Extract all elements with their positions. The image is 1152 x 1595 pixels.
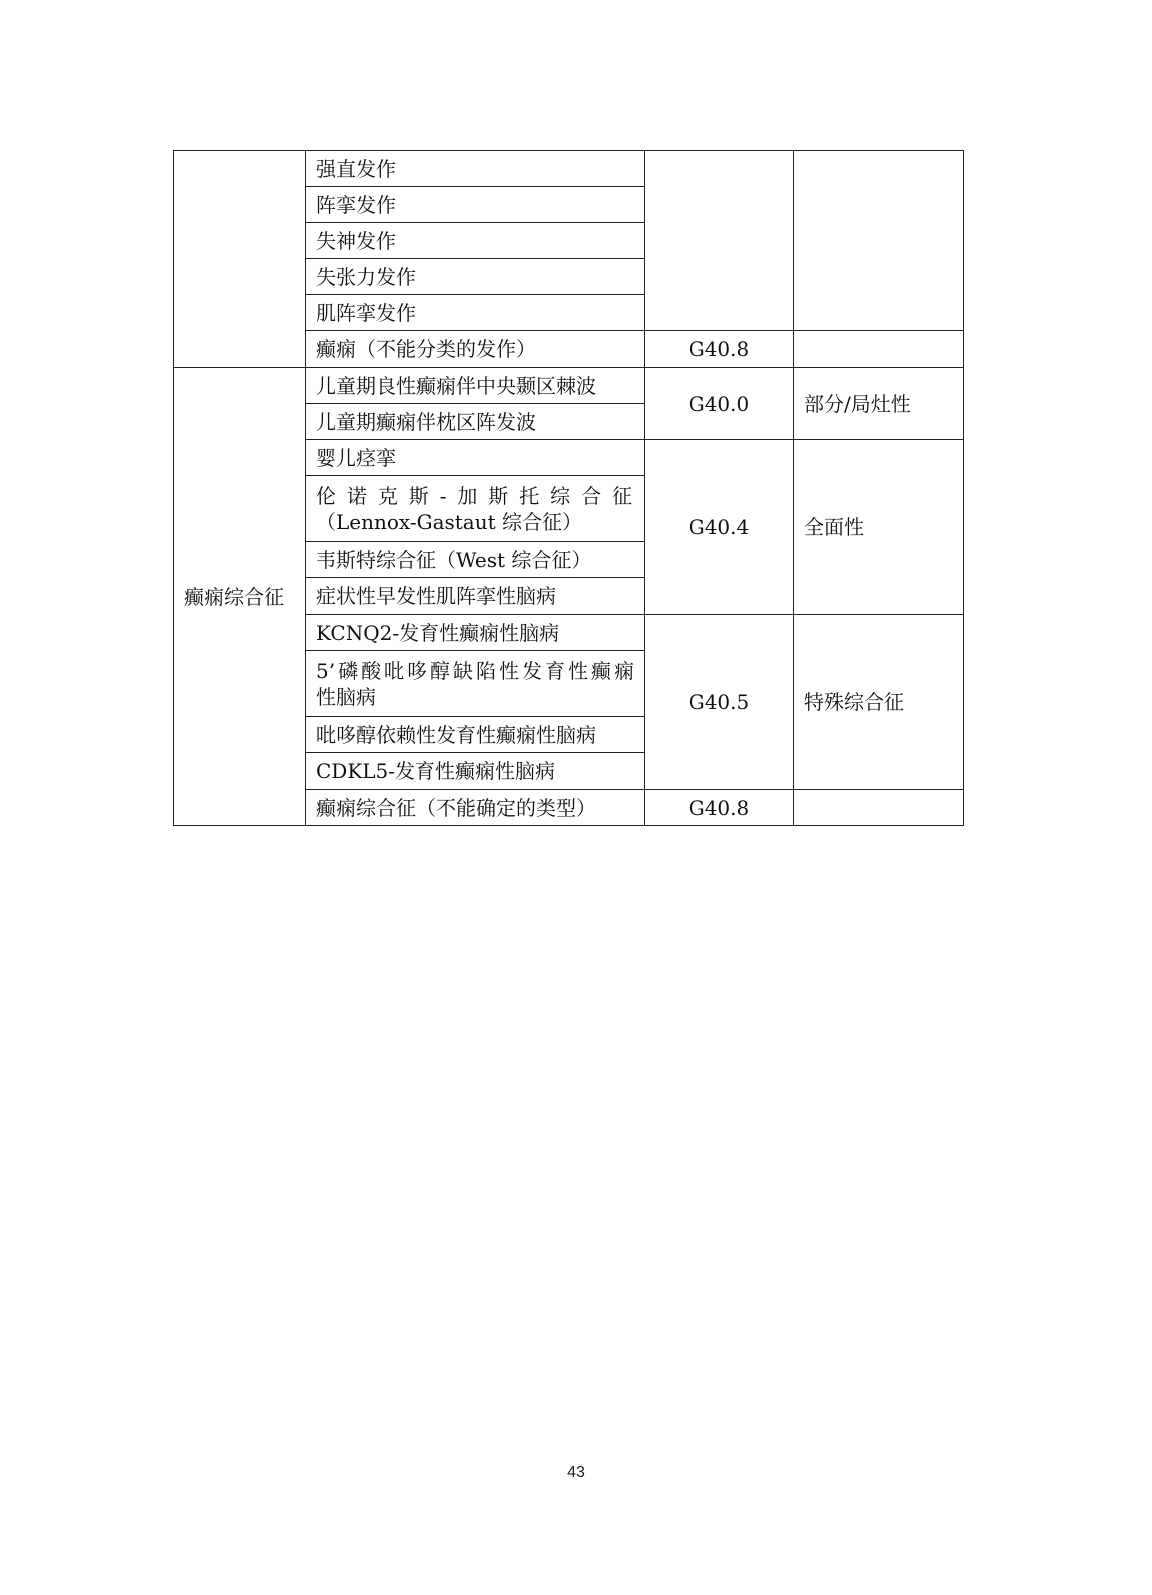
type-cell [794,151,964,331]
item-cell: 症状性早发性肌阵挛性脑病 [306,578,645,615]
table-row [174,151,964,187]
item-line: 5’磷酸吡哆醇缺陷性发育性癫痫 [316,658,634,683]
type-cell [794,331,964,368]
type-cell: 部分/局灶性 [794,368,964,440]
item-line: 性脑病 [316,684,376,709]
category-cell: 癫痫综合征 [174,368,306,826]
item-cell: 吡哆醇依赖性发育性癫痫性脑病 [306,717,645,753]
code-cell: G40.5 [645,615,794,790]
code-cell [645,151,794,331]
item-cell: 癫痫（不能分类的发作） [306,331,645,368]
item-cell: 阵挛发作 [306,187,645,223]
item-cell: KCNQ2-发育性癫痫性脑病 [306,615,645,651]
item-cell: 强直发作 [306,151,645,187]
page-number: 43 [567,1464,585,1481]
code-cell: G40.8 [645,331,794,368]
item-cell: CDKL5-发育性癫痫性脑病 [306,753,645,790]
type-cell [794,790,964,826]
code-cell: G40.0 [645,368,794,440]
item-line: 伦诺克斯-加斯托综合征 [316,483,634,508]
code-cell: G40.4 [645,440,794,615]
table-row [174,368,964,404]
item-cell: 儿童期癫痫伴枕区阵发波 [306,404,645,440]
item-cell: 韦斯特综合征（West 综合征） [306,542,645,578]
item-cell [306,476,645,542]
item-cell: 失张力发作 [306,259,645,295]
category-cell [174,151,306,368]
type-cell: 特殊综合征 [794,615,964,790]
item-cell [306,651,645,717]
item-cell: 癫痫综合征（不能确定的类型） [306,790,645,826]
item-line: （Lennox-Gastaut 综合征） [316,509,583,534]
type-cell: 全面性 [794,440,964,615]
item-cell: 失神发作 [306,223,645,259]
item-cell: 儿童期良性癫痫伴中央颞区棘波 [306,368,645,404]
item-cell: 婴儿痉挛 [306,440,645,476]
epilepsy-classification-table [173,150,964,826]
code-cell: G40.8 [645,790,794,826]
item-cell: 肌阵挛发作 [306,295,645,331]
